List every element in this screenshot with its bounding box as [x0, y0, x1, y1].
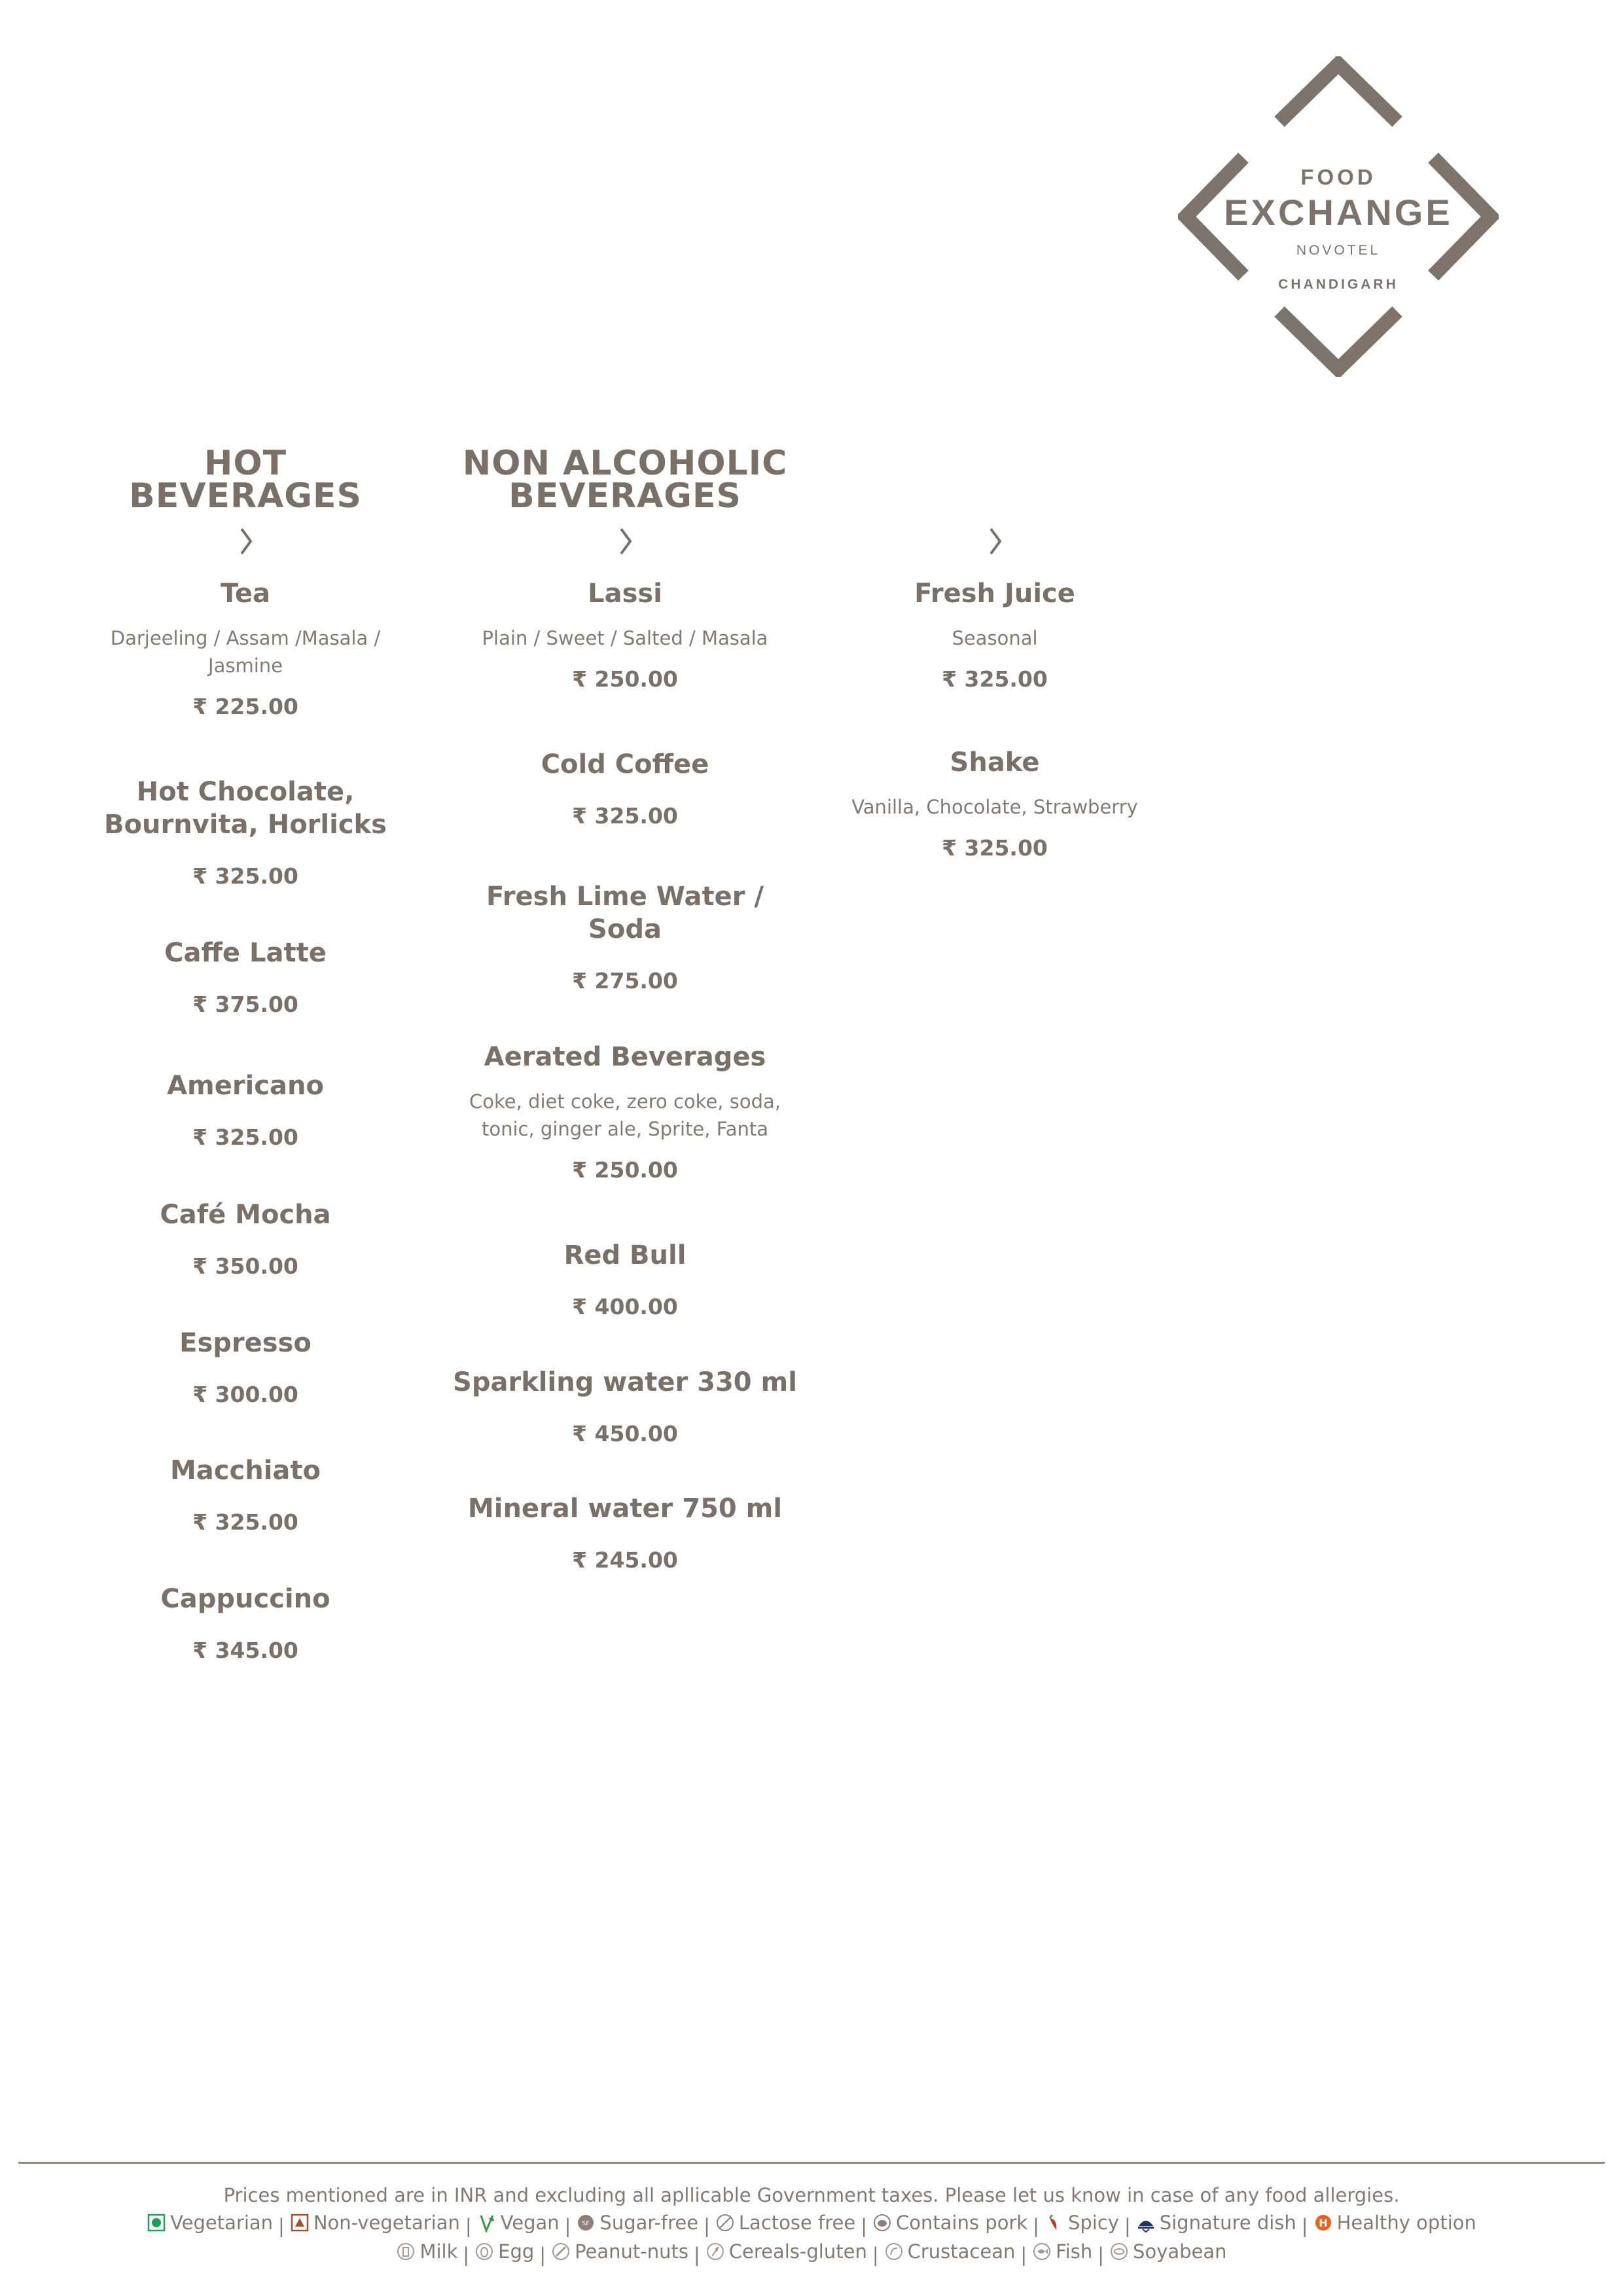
legend-vegetarian: [147, 2210, 273, 2236]
item-description-line: Jasmine: [208, 655, 283, 677]
legend-label: Soyabean: [1133, 2240, 1227, 2263]
menu-item-fresh-juice: [825, 577, 1165, 692]
legend-non-vegetarian: [290, 2210, 460, 2236]
legend-label: Spicy: [1067, 2212, 1119, 2234]
item-price: ₹ 245.00: [572, 1547, 678, 1573]
legend-healthy-option: [1313, 2210, 1476, 2236]
legend-label: Cereals-gluten: [728, 2240, 867, 2263]
item-name: Fresh Juice: [914, 579, 1075, 609]
cereals-icon: [705, 2242, 725, 2261]
veg-icon: [147, 2213, 166, 2233]
item-price: ₹ 250.00: [572, 666, 678, 692]
item-name: Lassi: [588, 579, 662, 609]
legend-milk: [396, 2238, 457, 2265]
item-price: ₹ 375.00: [192, 992, 298, 1017]
menu-item-cold-coffee: [445, 748, 805, 829]
item-description: Plain / Sweet / Salted / Masala: [482, 627, 768, 649]
legend-label: Fish: [1056, 2240, 1093, 2263]
item-price: ₹ 325.00: [572, 803, 678, 829]
item-description: Vanilla, Chocolate, Strawberry: [851, 796, 1138, 818]
vegan-icon: [477, 2213, 497, 2233]
spicy-icon: [1044, 2213, 1064, 2233]
menu-item-macchiato: [98, 1454, 393, 1535]
section-title-non-alcoholic-beverages: [445, 444, 805, 516]
item-price: ₹ 325.00: [192, 1509, 298, 1535]
item-name: [98, 776, 393, 841]
item-price: ₹ 450.00: [572, 1421, 678, 1446]
item-price: ₹ 345.00: [192, 1638, 298, 1663]
menu-item-sparkling-water: [445, 1366, 805, 1447]
food-exchange-logo: [1178, 56, 1499, 377]
legend-sugar-free: [576, 2210, 698, 2236]
legend-label: Crustacean: [907, 2240, 1016, 2263]
crustacean-icon: [884, 2242, 904, 2261]
item-price: ₹ 400.00: [572, 1294, 678, 1319]
item-name: Red Bull: [563, 1240, 687, 1270]
peanut-icon: [551, 2242, 571, 2261]
legend-vegan: [477, 2210, 560, 2236]
menu-item-fresh-lime-water: [445, 880, 805, 994]
item-description-line: tonic, ginger ale, Sprite, Fanta: [481, 1118, 769, 1140]
item-name-line: Bournvita, Horlicks: [104, 810, 387, 840]
item-name: Sparkling water 330 ml: [453, 1367, 797, 1397]
legend-crustacean: [884, 2238, 1016, 2265]
menu-item-cafe-mocha: [98, 1198, 393, 1280]
logo-line-novotel: NOVOTEL: [1296, 243, 1381, 258]
section-title-hot-beverages: [98, 444, 393, 516]
legend-contains-pork: [872, 2210, 1027, 2236]
legend-soyabean: [1109, 2238, 1227, 2265]
item-price: ₹ 300.00: [192, 1382, 298, 1407]
section-title-line: BEVERAGES: [508, 476, 741, 516]
healthy-icon: [1313, 2213, 1333, 2233]
item-price: ₹ 325.00: [942, 835, 1048, 861]
menu-item-mineral-water: [445, 1492, 805, 1573]
menu-item-cappuccino: [98, 1583, 393, 1664]
chevron-right-icon: [982, 525, 1008, 558]
price-note: Prices mentioned are in INR and excluding all apllicable Government taxes. Please let us know in case of any food allergies.: [223, 2184, 1400, 2206]
legend-label: Signature dish: [1159, 2212, 1296, 2234]
lactose-free-icon: [715, 2213, 735, 2233]
menu-item-caffe-latte: [98, 937, 393, 1018]
legend-label: Healthy option: [1336, 2212, 1476, 2234]
menu-item-lassi: [445, 577, 805, 692]
logo-line-chandigarh: CHANDIGARH: [1278, 277, 1399, 292]
legend-label: Egg: [498, 2240, 535, 2263]
section-title-line: NON ALCOHOLIC: [462, 444, 788, 483]
non-veg-icon: [290, 2213, 310, 2233]
soyabean-icon: [1109, 2242, 1129, 2261]
item-name: Aerated Beverages: [484, 1042, 766, 1072]
legend-lactose-free: [715, 2210, 855, 2236]
footer-divider: [18, 2162, 1605, 2164]
item-price: ₹ 225.00: [192, 694, 298, 719]
item-description-line: Coke, diet coke, zero coke, soda,: [469, 1090, 781, 1113]
allergen-legend: Milk | Egg | Peanut-nuts | Cereals-gluten | Crustacean | Fish | Soyabean: [0, 2238, 1623, 2268]
item-name: Cappuccino: [160, 1584, 330, 1614]
menu-item-americano: [98, 1069, 393, 1151]
item-name: Caffe Latte: [164, 938, 327, 968]
legend-peanut-nuts: [551, 2238, 688, 2265]
item-name: Shake: [950, 747, 1040, 778]
svg-text:SF: SF: [582, 2220, 590, 2227]
sugar-free-icon: [576, 2213, 596, 2233]
menu-item-shake: [825, 746, 1165, 861]
item-price: ₹ 350.00: [192, 1253, 298, 1279]
logo-line-food: FOOD: [1300, 165, 1376, 189]
legend-label: Lactose free: [738, 2212, 856, 2234]
diet-legend: Vegetarian | Non-vegetarian | Vegan | SF Sugar-free | Lactose free | Contains pork | Spicy | Signature dish | H Healthy option: [0, 2210, 1623, 2239]
legend-spicy: [1044, 2210, 1119, 2236]
legend-label: Peanut-nuts: [575, 2240, 688, 2263]
item-name: Macchiato: [170, 1456, 321, 1486]
item-description: [98, 624, 393, 679]
legend-label: Sugar-free: [599, 2212, 699, 2234]
item-price: ₹ 250.00: [572, 1157, 678, 1183]
item-price: ₹ 325.00: [942, 666, 1048, 692]
milk-icon: [396, 2242, 416, 2261]
chevron-right-icon: [232, 525, 259, 558]
item-name-line: Soda: [588, 914, 662, 944]
menu-item-red-bull: [445, 1239, 805, 1320]
item-name-line: Hot Chocolate,: [136, 777, 355, 807]
section-title-line: BEVERAGES: [129, 476, 362, 516]
logo-mark: [1178, 56, 1499, 377]
svg-text:H: H: [1318, 2217, 1328, 2229]
item-name: Café Mocha: [160, 1200, 331, 1230]
section-title-line: HOT: [204, 444, 287, 483]
item-description: [445, 1088, 805, 1143]
item-name: Cold Coffee: [541, 749, 709, 780]
signature-icon: [1136, 2213, 1156, 2233]
menu-item-hot-chocolate: [98, 776, 393, 889]
item-price: ₹ 325.00: [192, 863, 298, 889]
legend-label: Milk: [419, 2240, 458, 2263]
legend-signature-dish: [1136, 2210, 1296, 2236]
menu-item-espresso: [98, 1327, 393, 1408]
egg-icon: [474, 2242, 494, 2261]
legend-label: Non-vegetarian: [313, 2212, 460, 2234]
item-price: ₹ 325.00: [192, 1124, 298, 1150]
item-name: Mineral water 750 ml: [467, 1494, 783, 1524]
item-name: Tea: [220, 579, 271, 609]
legend-label: Vegan: [500, 2212, 560, 2234]
pork-icon: [872, 2213, 892, 2233]
menu-item-tea: [98, 577, 393, 720]
chevron-right-icon: [612, 525, 638, 558]
item-name-line: Fresh Lime Water /: [486, 882, 764, 912]
legend-cereals-gluten: [705, 2238, 867, 2265]
legend-fish: [1032, 2238, 1092, 2265]
item-name: [445, 880, 805, 946]
legend-label: Contains pork: [896, 2212, 1028, 2234]
item-price: ₹ 275.00: [572, 968, 678, 994]
item-description: Seasonal: [952, 627, 1038, 649]
legend-egg: [474, 2238, 534, 2265]
fish-icon: [1032, 2242, 1052, 2261]
item-name: Americano: [167, 1071, 324, 1101]
logo-line-exchange: EXCHANGE: [1224, 192, 1453, 233]
item-name: Espresso: [179, 1328, 312, 1358]
menu-item-aerated-beverages: [445, 1041, 805, 1183]
item-description-line: Darjeeling / Assam /Masala /: [110, 627, 381, 649]
legend-label: Vegetarian: [170, 2212, 274, 2234]
